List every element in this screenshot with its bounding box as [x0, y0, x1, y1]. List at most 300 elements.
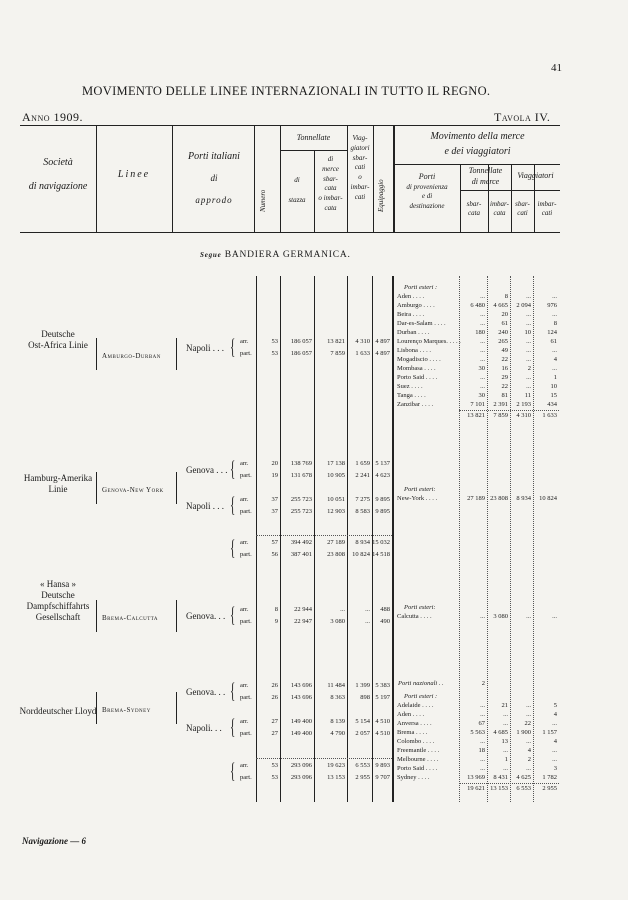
block-3-foreign-total-sbarcata: 19 621	[467, 785, 485, 792]
block-1-port-0-row-1-viaggiatori: 2 241	[355, 472, 370, 479]
block-2-foreign-0-sbarcati: ...	[526, 613, 531, 620]
block-2-foreign-label: Porti esteri:	[404, 604, 436, 611]
block-0-foreign-total-sbarcata: 13 821	[467, 412, 485, 419]
block-0-foreign-3-imbarcata: 61	[501, 320, 508, 327]
block-3-port-1-row-1-stazza: 149 400	[290, 730, 312, 737]
section-name: BANDIERA GERMANICA.	[224, 250, 351, 260]
block-3-port-0: Genova. . .	[186, 687, 226, 697]
block-1-port-1-row-1-merce: 12 903	[327, 508, 345, 515]
header-numero: Numero	[259, 189, 267, 212]
block-2-company-0: « Hansa »	[40, 579, 76, 589]
block-3-foreign-8-sbarcata: 13 969	[467, 774, 485, 781]
block-0-foreign-9-imbarcati: 1	[553, 374, 557, 381]
block-0-foreign-11-sbarcati: 11	[524, 392, 531, 399]
block-0-foreign-6-imbarcata: 49	[501, 347, 508, 354]
block-3-total-row-1-viaggiatori: 2 955	[355, 774, 370, 781]
block-3-foreign-total-imbarcata: 13 153	[490, 785, 508, 792]
block-1-total-row-0-viaggiatori: 8 934	[355, 539, 370, 546]
block-0-foreign-12-imbarcati: 434	[547, 401, 557, 408]
block-1-port-1-row-0-numero: 37	[271, 496, 278, 503]
block-0-port-0-row-0-numero: 53	[271, 338, 278, 345]
block-0-port-0-row-0-kind: arr.	[240, 338, 249, 345]
block-0-foreign-8-port: Mombasa . . . .	[397, 365, 436, 372]
block-0-port-brace-0: {	[230, 334, 236, 359]
header-ton-merce: Tonnellate	[468, 166, 503, 175]
block-1-port-0-row-0-merce: 17 138	[327, 460, 345, 467]
block-3-foreign-2-sbarcata: 67	[478, 720, 485, 727]
block-0-foreign-6-imbarcati: ...	[552, 347, 557, 354]
block-1-total-row-1-viaggiatori: 10 824	[352, 551, 370, 558]
header-viag-3: sbar-	[352, 153, 368, 162]
block-2-line-name: Brema-Calcutta	[102, 614, 159, 622]
header-movimento: Movimento della merce	[430, 131, 525, 142]
block-3-foreign-0-imbarcati: 5	[553, 702, 557, 709]
header-viag-5: o	[358, 173, 362, 182]
header-prov-4: destinazione	[409, 201, 445, 210]
block-0-foreign-label: Porti esteri :	[404, 284, 438, 291]
block-0-port-0-row-1-kind: part.	[240, 350, 252, 357]
block-0-port-0-row-1-stazza: 186 057	[290, 350, 312, 357]
block-3-port-1-row-1-viaggiatori: 2 057	[355, 730, 370, 737]
header-viagg: Viaggiatori	[517, 171, 554, 180]
header-prov-3: e di	[421, 192, 433, 201]
block-0-foreign-0-port: Aden . . . .	[397, 293, 425, 300]
block-0-port-0-row-0-viaggiatori: 4 310	[355, 338, 370, 345]
block-1-port-1: Napoli . . .	[186, 501, 224, 511]
block-1-total-row-1-numero: 56	[271, 551, 278, 558]
block-1-port-0-row-1-kind: part.	[240, 472, 252, 479]
block-0-foreign-6-port: Lisbona . . . .	[397, 347, 431, 354]
block-2-port-0: Genova. . .	[186, 611, 226, 621]
header-movimento-2: e dei viaggiatori	[444, 146, 511, 157]
block-3-port-0-row-1-numero: 26	[271, 694, 278, 701]
header-linee: Linee	[117, 169, 151, 180]
block-1-total-row-0-stazza: 394 492	[290, 539, 312, 546]
block-0-port-0-row-0-merce: 13 821	[327, 338, 345, 345]
header-imbarcata: imbar- cata	[490, 200, 509, 218]
block-1-foreign-0-imbarcata: 23 808	[490, 495, 508, 502]
block-3-total-row-0-stazza: 293 096	[290, 762, 312, 769]
block-3-foreign-total-rule	[459, 783, 559, 784]
block-1-port-1-row-1-equipaggio: 9 895	[375, 508, 390, 515]
block-1-port-0-row-0-equipaggio: 5 137	[375, 460, 390, 467]
block-0-foreign-0-sbarcata: ...	[480, 293, 485, 300]
block-3-line-name: Brema-Sydney	[102, 706, 151, 714]
block-3-port-0-row-1-viaggiatori: 898	[360, 694, 370, 701]
block-0-foreign-8-sbarcati: 2	[527, 365, 531, 372]
block-0-port-0-row-0-equipaggio: 4 897	[375, 338, 390, 345]
header-viaggiatori	[347, 134, 373, 203]
block-0-foreign-11-sbarcata: 30	[478, 392, 485, 399]
block-3-port-1-row-0-merce: 8 139	[330, 718, 345, 725]
header-viag-6: imbar-	[350, 182, 370, 191]
header-prov-1: Porti	[418, 172, 436, 181]
block-1-port-1-row-0-viaggiatori: 7 275	[355, 496, 370, 503]
block-0-foreign-4-sbarcati: 10	[524, 329, 531, 336]
block-0-foreign-8-imbarcati: ...	[552, 365, 557, 372]
block-1-company-rule	[96, 472, 97, 504]
header-tonnellate: Tonnellate	[296, 133, 331, 142]
block-2-foreign-0-imbarcati: ...	[552, 613, 557, 620]
table-label: Tavola IV.	[494, 110, 551, 124]
block-3-total-row-1-stazza: 293 096	[290, 774, 312, 781]
block-2-port-brace-0: {	[230, 602, 236, 627]
block-3-nat-value: 2	[481, 680, 485, 687]
block-0-foreign-5-imbarcati: 61	[550, 338, 557, 345]
block-3-foreign-2-sbarcati: 22	[524, 720, 531, 727]
section-prefix: Segue	[200, 251, 222, 259]
block-3-port-1-row-0-equipaggio: 4 510	[375, 718, 390, 725]
block-0-foreign-4-sbarcata: 180	[475, 329, 485, 336]
block-0-foreign-0-imbarcati: ...	[552, 293, 557, 300]
block-0-line-rule	[176, 338, 177, 370]
block-1-port-1-row-0-stazza: 255 723	[290, 496, 312, 503]
block-3-foreign-1-port: Aden . . . .	[397, 711, 425, 718]
block-1-port-1-row-1-kind: part.	[240, 508, 252, 515]
block-3-foreign-label: Porti esteri :	[404, 693, 438, 700]
block-2-port-0-row-1-merce: 3 080	[330, 618, 345, 625]
header-merce-3: sbar-	[323, 174, 338, 183]
block-3-foreign-8-port: Sydney . . . .	[397, 774, 430, 781]
block-0-foreign-4-imbarcati: 124	[547, 329, 557, 336]
section-title	[200, 250, 351, 260]
block-0-company-1: Ost-Africa Linie	[28, 340, 88, 350]
block-3-foreign-7-sbarcati: ...	[526, 765, 531, 772]
header-sbarcata: sbar- cata	[466, 200, 482, 218]
block-1-foreign-0-sbarcati: 8 934	[516, 495, 531, 502]
block-0-line-name: Amburgo-Durban	[102, 352, 161, 360]
block-3-port-0-row-0-numero: 26	[271, 682, 278, 689]
block-0-foreign-6-sbarcati: ...	[526, 347, 531, 354]
block-0-foreign-1-imbarcata: 4 665	[493, 302, 508, 309]
block-0-foreign-total-sbarcati: 4 310	[516, 412, 531, 419]
block-2-foreign-0-sbarcata: ...	[480, 613, 485, 620]
block-0-foreign-12-imbarcata: 2 391	[493, 401, 508, 408]
block-0-foreign-10-imbarcati: 10	[550, 383, 557, 390]
header-sbarcati: sbar- cati	[515, 200, 530, 218]
block-0-foreign-5-imbarcata: 265	[498, 338, 508, 345]
block-3-foreign-6-imbarcata: 1	[504, 756, 508, 763]
block-3-foreign-5-imbarcati: ...	[552, 747, 557, 754]
block-1-foreign-label: Porti esteri:	[404, 486, 436, 493]
header-merce	[314, 155, 347, 214]
block-0-foreign-11-imbarcati: 15	[550, 392, 557, 399]
block-1-port-0-row-1-numero: 19	[271, 472, 278, 479]
block-3-company-0: Norddeutscher Lloyd	[19, 706, 97, 716]
block-0-foreign-12-sbarcati: 2 193	[516, 401, 531, 408]
year-label: Anno 1909.	[22, 110, 83, 124]
block-3-foreign-4-imbarcati: 4	[553, 738, 557, 745]
block-0-foreign-2-sbarcata: ...	[480, 311, 485, 318]
block-0-foreign-5-sbarcati: ...	[526, 338, 531, 345]
block-3-foreign-7-port: Porto Said . . . .	[397, 765, 438, 772]
block-1-port-0-row-0-numero: 20	[271, 460, 278, 467]
block-2-port-0-row-0-stazza: 22 944	[294, 606, 312, 613]
block-2-port-0-row-0-equipaggio: 488	[380, 606, 390, 613]
block-0-foreign-11-port: Tanga . . . .	[397, 392, 426, 399]
block-0-company-0: Deutsche	[41, 329, 75, 339]
block-1-port-1-row-0-merce: 10 051	[327, 496, 345, 503]
block-0-foreign-7-imbarcata: 22	[501, 356, 508, 363]
block-0-foreign-2-port: Beira . . . .	[397, 311, 425, 318]
block-0-foreign-total-rule	[459, 410, 559, 411]
block-3-foreign-total-sbarcati: 6 553	[516, 785, 531, 792]
block-3-foreign-7-imbarcati: 3	[553, 765, 557, 772]
block-3-foreign-5-port: Freemantle . . . .	[397, 747, 440, 754]
block-1-totals-rule	[256, 535, 392, 536]
header-merce-5: o imbar-	[318, 194, 343, 203]
block-3-total-row-1-numero: 53	[271, 774, 278, 781]
header-prov-2: di provenienza	[406, 182, 448, 191]
block-3-foreign-3-port: Brema . . . .	[397, 729, 428, 736]
block-3-port-1-row-1-merce: 4 790	[330, 730, 345, 737]
block-3-foreign-3-sbarcati: 1 900	[516, 729, 531, 736]
block-3-totals-brace: {	[230, 758, 236, 783]
block-3-port-1-row-0-kind: arr.	[240, 718, 249, 725]
block-3-foreign-1-imbarcati: 4	[553, 711, 557, 718]
block-3-company-rule	[96, 692, 97, 724]
block-0-foreign-9-imbarcata: 29	[501, 374, 508, 381]
header-viag-4: cati	[354, 163, 366, 172]
block-3-foreign-0-sbarcati: ...	[526, 702, 531, 709]
header-ton-merce-2: di merce	[471, 177, 500, 186]
block-3-port-0-row-1-merce: 8 363	[330, 694, 345, 701]
block-3-port-1-row-0-viaggiatori: 5 154	[355, 718, 370, 725]
block-0-foreign-8-sbarcata: 30	[478, 365, 485, 372]
block-0-port-0-row-1-merce: 7 859	[330, 350, 345, 357]
block-2-port-0-row-0-numero: 8	[274, 606, 278, 613]
block-3-total-row-1-equipaggio: 9 707	[375, 774, 390, 781]
block-3-port-1-row-1-numero: 27	[271, 730, 278, 737]
block-2-port-0-row-0-merce: ...	[340, 606, 345, 613]
block-0-port-0-row-1-equipaggio: 4 897	[375, 350, 390, 357]
block-1-port-0-row-0-viaggiatori: 1 659	[355, 460, 370, 467]
header-di-stazza: di	[294, 176, 300, 184]
block-2-foreign-0-imbarcata: 3 080	[493, 613, 508, 620]
block-3-foreign-0-imbarcata: 21	[501, 702, 508, 709]
block-3-total-row-1-kind: part.	[240, 774, 252, 781]
block-1-port-1-row-1-viaggiatori: 8 583	[355, 508, 370, 515]
block-0-foreign-9-sbarcati: ...	[526, 374, 531, 381]
block-3-foreign-2-port: Anversa . . . .	[397, 720, 432, 727]
block-3-total-row-0-kind: arr.	[240, 762, 249, 769]
header-di-navigazione: di navigazione	[28, 181, 88, 192]
block-1-port-1-row-0-equipaggio: 9 895	[375, 496, 390, 503]
block-1-total-row-1-kind: part.	[240, 551, 252, 558]
block-0-foreign-2-sbarcati: ...	[526, 311, 531, 318]
block-1-port-0-row-0-kind: arr.	[240, 460, 249, 467]
block-2-port-0-row-1-kind: part.	[240, 618, 252, 625]
block-3-foreign-3-sbarcata: 5 563	[470, 729, 485, 736]
block-0-foreign-0-sbarcati: ...	[526, 293, 531, 300]
block-3-foreign-2-imbarcati: ...	[552, 720, 557, 727]
page-number: 41	[551, 62, 562, 74]
block-1-port-0-row-1-equipaggio: 4 623	[375, 472, 390, 479]
page-title: MOVIMENTO DELLE LINEE INTERNAZIONALI IN TUTTO IL REGNO.	[82, 84, 491, 98]
block-1-port-1-row-0-kind: arr.	[240, 496, 249, 503]
block-3-foreign-4-sbarcata: ...	[480, 738, 485, 745]
block-3-port-0-row-0-kind: arr.	[240, 682, 249, 689]
block-3-foreign-1-sbarcata: ...	[480, 711, 485, 718]
block-3-total-row-0-viaggiatori: 6 553	[355, 762, 370, 769]
block-3-port-1-row-0-stazza: 149 400	[290, 718, 312, 725]
block-0-port-0: Napoli . . .	[186, 343, 224, 353]
block-0-foreign-10-sbarcata: ...	[480, 383, 485, 390]
header-viag-1: Viag-	[352, 134, 368, 142]
block-0-port-0-row-1-viaggiatori: 1 633	[355, 350, 370, 357]
block-3-foreign-1-imbarcata: ...	[503, 711, 508, 718]
block-0-foreign-10-sbarcati: ...	[526, 383, 531, 390]
block-3-foreign-8-imbarcata: 8 431	[493, 774, 508, 781]
header-societa: Società	[43, 157, 73, 168]
header-equipaggio: Equipaggio	[377, 179, 385, 212]
block-1-port-0-row-0-stazza: 138 769	[290, 460, 312, 467]
block-2-port-0-row-1-viaggiatori: ...	[365, 618, 370, 625]
block-3-total-row-0-numero: 53	[271, 762, 278, 769]
block-0-foreign-3-port: Dar-es-Salam . . . .	[397, 320, 446, 327]
block-2-port-0-row-1-equipaggio: 490	[380, 618, 390, 625]
block-3-foreign-4-sbarcati: ...	[526, 738, 531, 745]
header-merce-4: cata	[324, 184, 337, 193]
block-3-foreign-6-port: Melbourne . . . .	[397, 756, 439, 763]
block-3-port-1-row-0-numero: 27	[271, 718, 278, 725]
block-3-foreign-6-sbarcata: ...	[480, 756, 485, 763]
block-3-foreign-8-sbarcati: 4 625	[516, 774, 531, 781]
block-2-company-3: Gesellschaft	[35, 612, 81, 622]
block-0-foreign-12-port: Zanzibar . . . .	[397, 401, 434, 408]
block-0-foreign-10-imbarcata: 22	[501, 383, 508, 390]
block-3-foreign-6-sbarcati: 2	[527, 756, 531, 763]
block-0-foreign-10-port: Suez . . . .	[397, 383, 423, 390]
block-3-foreign-3-imbarcata: 4 685	[493, 729, 508, 736]
block-1-port-brace-1: {	[230, 492, 236, 517]
block-0-foreign-11-imbarcata: 81	[501, 392, 508, 399]
block-3-port-0-row-0-stazza: 143 696	[290, 682, 312, 689]
block-0-foreign-1-sbarcata: 6 480	[470, 302, 485, 309]
block-1-foreign-0-port: New-York . . . .	[397, 495, 438, 502]
block-3-port-brace-0: {	[230, 678, 236, 703]
block-0-foreign-3-imbarcati: 8	[553, 320, 557, 327]
block-1-company-0: Hamburg-Amerika	[23, 473, 93, 483]
block-2-port-0-row-1-numero: 9	[274, 618, 278, 625]
block-3-total-row-1-merce: 13 153	[327, 774, 345, 781]
block-3-foreign-8-imbarcati: 1 782	[542, 774, 557, 781]
block-1-totals-brace: {	[230, 535, 236, 560]
block-0-foreign-7-imbarcati: 4	[553, 356, 557, 363]
block-0-foreign-3-sbarcata: ...	[480, 320, 485, 327]
header-viag-2: giatori	[350, 143, 370, 152]
block-3-foreign-total-imbarcati: 2 955	[542, 785, 557, 792]
block-2-port-0-row-1-stazza: 22 947	[294, 618, 312, 625]
block-3-foreign-0-port: Adelaide . . . .	[397, 702, 434, 709]
block-1-foreign-0-sbarcata: 27 189	[467, 495, 485, 502]
block-3-port-0-row-1-kind: part.	[240, 694, 252, 701]
block-1-total-row-0-numero: 57	[271, 539, 278, 546]
block-0-foreign-9-port: Porto Said . . . .	[397, 374, 438, 381]
block-3-port-0-row-0-equipaggio: 5 383	[375, 682, 390, 689]
header-merce-1: di	[327, 155, 334, 163]
block-3-foreign-5-sbarcata: 18	[478, 747, 485, 754]
block-3-totals-rule	[256, 758, 392, 759]
block-3-foreign-5-imbarcata: ...	[503, 747, 508, 754]
block-0-foreign-8-imbarcata: 16	[501, 365, 508, 372]
block-3-port-0-row-1-stazza: 143 696	[290, 694, 312, 701]
block-3-foreign-6-imbarcati: ...	[552, 756, 557, 763]
block-3-port-0-row-0-merce: 11 484	[327, 682, 345, 689]
block-3-total-row-0-merce: 19 623	[327, 762, 345, 769]
block-2-company-2: Dampfschiffahrts	[26, 601, 90, 611]
block-0-foreign-7-sbarcati: ...	[526, 356, 531, 363]
block-0-foreign-12-sbarcata: 7 101	[470, 401, 485, 408]
header-porti-prov	[396, 172, 458, 211]
block-3-foreign-4-port: Colombo . . . .	[397, 738, 435, 745]
block-3-port-0-row-1-equipaggio: 5 197	[375, 694, 390, 701]
block-1-total-row-0-kind: arr.	[240, 539, 249, 546]
block-2-company-1: Deutsche	[41, 590, 75, 600]
block-1-total-row-0-merce: 27 189	[327, 539, 345, 546]
block-0-company-rule	[96, 338, 97, 370]
header-merce-6: cata	[324, 203, 337, 212]
block-0-foreign-1-port: Amburgo . . . .	[397, 302, 435, 309]
block-1-total-row-1-stazza: 387 401	[290, 551, 312, 558]
header-imbarcati: imbar- cati	[537, 200, 557, 218]
block-0-foreign-1-sbarcati: 2 094	[516, 302, 531, 309]
block-2-port-0-row-0-kind: arr.	[240, 606, 249, 613]
block-1-port-0-row-1-stazza: 131 678	[290, 472, 312, 479]
block-3-port-1-row-1-kind: part.	[240, 730, 252, 737]
block-1-port-1-row-1-stazza: 255 723	[290, 508, 312, 515]
footer-label: Navigazione — 6	[22, 836, 86, 846]
block-0-foreign-1-imbarcati: 976	[547, 302, 557, 309]
block-2-foreign-0-port: Calcutta . . . .	[397, 613, 432, 620]
block-3-foreign-7-imbarcata: ...	[503, 765, 508, 772]
block-3-port-brace-1: {	[230, 714, 236, 739]
block-0-foreign-2-imbarcata: 20	[501, 311, 508, 318]
block-2-port-0-row-0-viaggiatori: ...	[365, 606, 370, 613]
block-3-total-row-0-equipaggio: 9 893	[375, 762, 390, 769]
block-1-total-row-0-equipaggio: 15 032	[372, 539, 390, 546]
block-0-foreign-4-port: Durban . . . .	[397, 329, 430, 336]
block-3-foreign-7-sbarcata: ...	[480, 765, 485, 772]
block-0-foreign-5-sbarcata: ...	[480, 338, 485, 345]
block-0-foreign-7-port: Mogadiscio . . . .	[397, 356, 441, 363]
header-approdo: approdo	[195, 195, 233, 205]
block-0-port-0-row-1-numero: 53	[271, 350, 278, 357]
block-3-foreign-0-sbarcata: ...	[480, 702, 485, 709]
block-0-foreign-6-sbarcata: ...	[480, 347, 485, 354]
block-0-foreign-4-imbarcata: 240	[498, 329, 508, 336]
block-1-total-row-1-equipaggio: 14 518	[372, 551, 390, 558]
block-0-foreign-2-imbarcati: ...	[552, 311, 557, 318]
block-0-foreign-0-imbarcata: 8	[504, 293, 508, 300]
block-3-port-0-row-0-viaggiatori: 1 399	[355, 682, 370, 689]
block-3-foreign-5-sbarcati: 4	[527, 747, 531, 754]
block-3-port-1-row-1-equipaggio: 4 510	[375, 730, 390, 737]
block-1-line-rule	[176, 472, 177, 504]
block-0-foreign-total-imbarcata: 7 859	[493, 412, 508, 419]
block-1-port-0: Genova . . .	[186, 465, 228, 475]
block-2-line-rule	[176, 600, 177, 632]
block-1-port-1-row-1-numero: 37	[271, 508, 278, 515]
block-1-line-name: Genova-New York	[102, 486, 164, 494]
block-0-foreign-9-sbarcata: ...	[480, 374, 485, 381]
block-3-foreign-2-imbarcata: ...	[503, 720, 508, 727]
header-di: di	[210, 173, 218, 183]
header-merce-2: merce	[322, 164, 339, 173]
block-3-foreign-4-imbarcata: 13	[501, 738, 508, 745]
header-stazza: stazza	[288, 196, 306, 204]
block-3-foreign-3-imbarcati: 1 157	[542, 729, 557, 736]
